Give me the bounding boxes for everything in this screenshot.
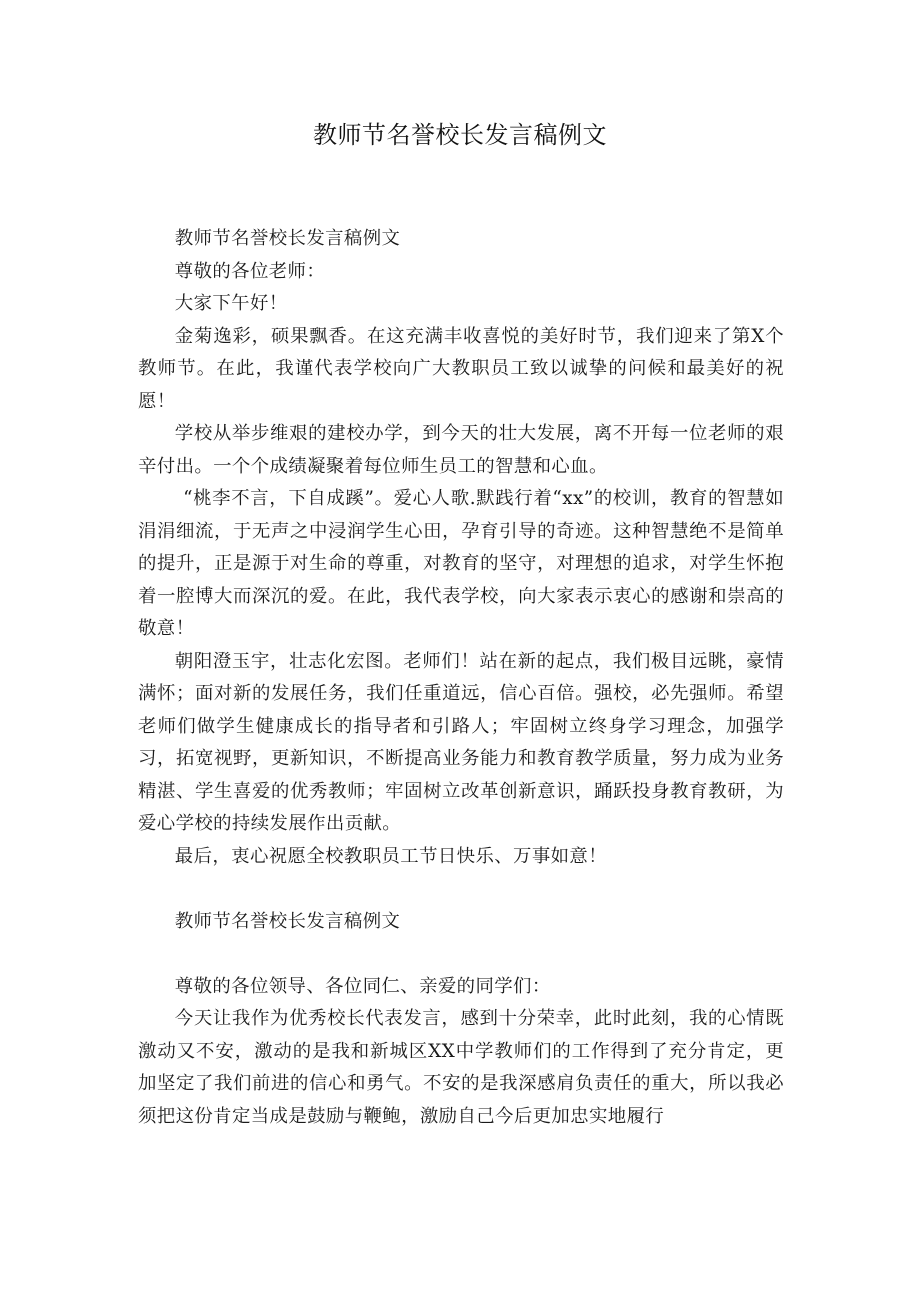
paragraph-salutation-2: 尊敬的各位领导、各位同仁、亲爱的同学们： bbox=[174, 975, 551, 997]
paragraph-opening: 金菊逸彩，硕果飘香。在这充满丰收喜悦的美好时节，我们迎来了第X个教师节。在此，我谨代表学校向广大教职员工致以诚挚的问候和最美好的祝愿！ bbox=[138, 325, 784, 412]
paragraph-greeting: 大家下午好！ bbox=[174, 293, 288, 314]
paragraph-speech-intro: 今天让我作为优秀校长代表发言，感到十分荣幸，此时此刻，我的心情既激动又不安，激动的是我和新城区XX中学教师们的工作得到了充分肯定，更加坚定了我们前进的信心和勇气。不安的是我深感肩负责任的重大，所以我必须把这份肯定当成是鼓励与鞭鲍，激励自己今后更加忠实地履行 bbox=[138, 1008, 784, 1127]
paragraph-vision: 朝阳澄玉宇，壮志化宏图。老师们！站在新的起点，我们极目远眺，豪情满怀；面对新的发展任务，我们任重道远，信心百倍。强校，必先强师。希望老师们做学生健康成长的指导者和引路人；牢固树立终身学习理念，加强学习，拓宽视野，更新知识，不断提高业务能力和教育教学质量，努力成为业务精湛、学生喜爱的优秀教师；牢固树立改革创新意识，踊跃投身教育教研，为爱心学校的持续发展作出贡献。 bbox=[138, 650, 784, 834]
spacer bbox=[138, 938, 784, 971]
paragraph-salutation-1: 尊敬的各位老师： bbox=[174, 260, 326, 282]
spacer bbox=[138, 873, 784, 906]
paragraph-heading-2: 教师节名誉校长发言稿例文 bbox=[174, 910, 401, 932]
document-body bbox=[138, 223, 784, 1133]
paragraph-motto: “桃李不言，下自成蹊”。爱心人歌.默践行着“xx”的校训，教育的智慧如涓涓细流，于无声之中浸润学生心田，孕育引导的奇迹。这种智慧绝不是简单的提升，正是源于对生命的尊重，对教育的坚守，对理想的追求，对学生怀抱着一腔博大而深沉的爱。在此，我代表学校，向大家表示衷心的感谢和崇高的敬意！ bbox=[138, 488, 784, 639]
paragraph-school-history: 学校从举步维艰的建校办学，到今天的壮大发展，离不开每一位老师的艰辛付出。一个个成绩凝聚着每位师生员工的智慧和心血。 bbox=[138, 423, 784, 477]
document-title: 教师节名誉校长发言稿例文 bbox=[313, 121, 607, 149]
paragraph-closing-wish: 最后，衷心祝愿全校教职员工节日快乐、万事如意！ bbox=[174, 845, 607, 867]
paragraph-heading-1: 教师节名誉校长发言稿例文 bbox=[174, 228, 401, 249]
